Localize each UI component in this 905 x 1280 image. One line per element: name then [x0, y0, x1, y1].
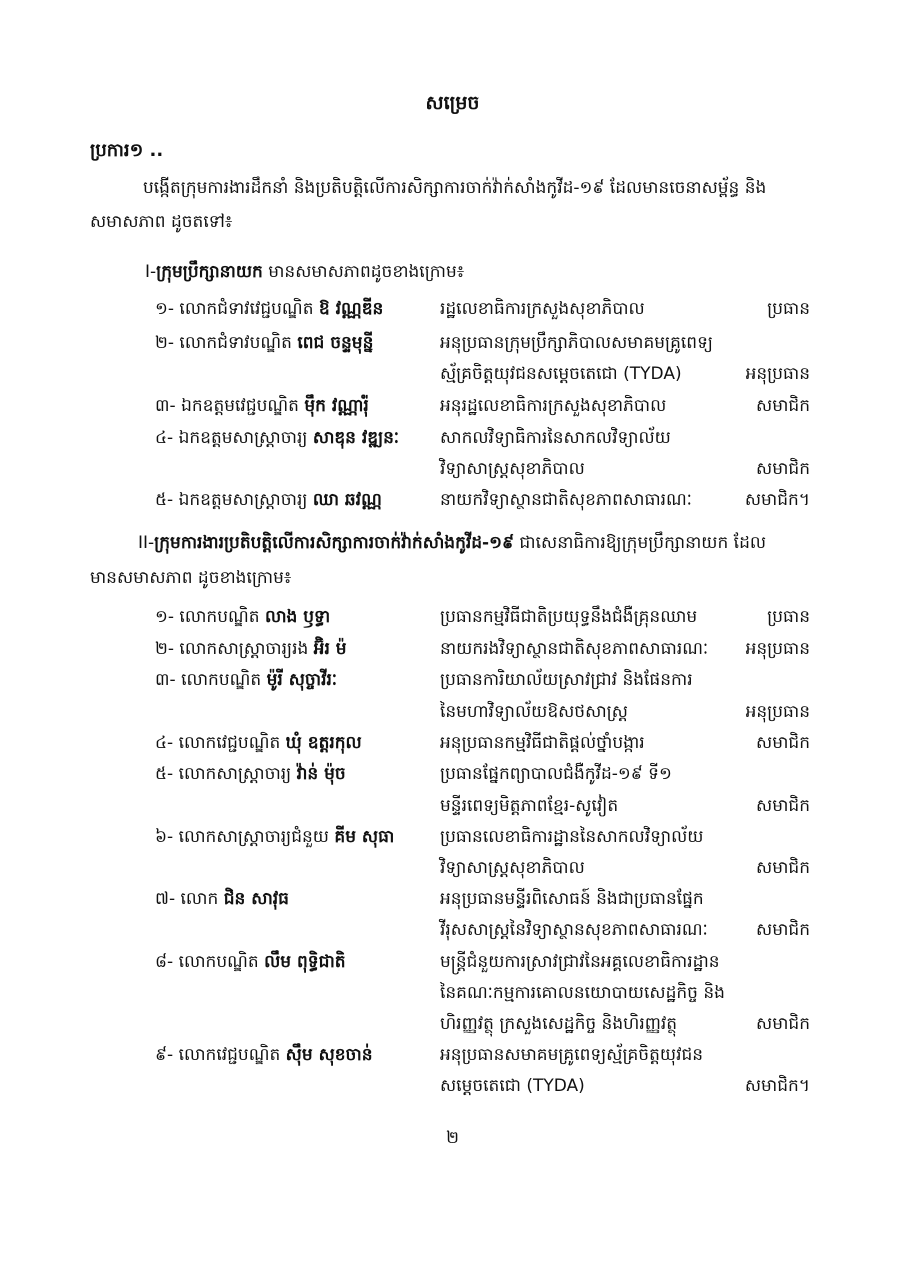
member-name: ម៉ឹក វណ្ណារ៉ុំ [304, 396, 369, 416]
member-position-cont: ស្ម័គ្រចិត្តយុវជនសម្ដេចតេជោ (TYDA) [440, 364, 682, 384]
member-name: ស៊ឹម សុខចាន់ [285, 1045, 373, 1065]
section-2-number: II- [138, 533, 155, 553]
member-position: មន្ត្រីជំនួយការស្រាវជ្រាវនៃអគ្គលេខាធិការដ្ឋាន [440, 952, 720, 972]
member-title: លោក [180, 889, 224, 909]
section-1-number: I- [145, 262, 157, 282]
member-name: លាង ឫទ្ធា [264, 607, 331, 627]
member-title: លោកបណ្ឌិត [179, 607, 265, 627]
member-position: នាយករងវិទ្យាស្ថានជាតិសុខភាពសាធារណៈ [440, 639, 709, 659]
member-position: ប្រធានកម្មវិធីជាតិប្រយុទ្ធនឹងជំងឺគ្រុនឈាម [440, 607, 698, 627]
member-role: សមាជិក [756, 858, 810, 878]
section-2-heading [138, 533, 766, 553]
member-title: ឯកឧត្តមសាស្ត្រាចារ្យ [178, 490, 313, 510]
member-position-cont: សម្ដេចតេជោ (TYDA) [440, 1076, 585, 1096]
member-number: ៤- [155, 428, 174, 448]
section-1-subtitle: មានសមាសភាពដូចខាងក្រោម៖ [262, 262, 465, 282]
member-name: ឃុំ ឧត្តរកុល [285, 733, 362, 753]
member-position: អនុប្រធានកម្មវិធីជាតិផ្ដល់ថ្នាំបង្ការ [440, 733, 645, 753]
member-position: អនុប្រធានសមាគមគ្រូពេទ្យស្ម័គ្រចិត្តយុវជន [440, 1045, 704, 1065]
member-number: ៥- [155, 490, 174, 510]
member-position: អនុប្រធានមន្ទីរពិសោធន៍ និងជាប្រធានផ្នែក [440, 889, 704, 909]
section-2-heading-cont: មានសមាសភាព ដូចខាងក្រោម៖ [90, 568, 292, 588]
member-title: លោកវេជ្ជបណ្ឌិត [178, 733, 286, 753]
member-role: សមាជិក [756, 459, 810, 479]
member-role: សមាជិក។ [744, 490, 810, 510]
member-name: លឹម ពុទ្ធិជាតិ [264, 952, 346, 972]
member-name: គីម សុធា [334, 827, 395, 847]
member-position-cont: ហិរញ្ញវត្ថុ ក្រសួងសេដ្ឋកិច្ច និងហិរញ្ញវត្ថុ [440, 1014, 678, 1034]
member-number: ៤- [155, 733, 174, 753]
member-title: ឯកឧត្តមវេជ្ជបណ្ឌិត [181, 396, 305, 416]
member-title: ឯកឧត្តមសាស្ត្រាចារ្យ [178, 428, 313, 448]
member-role: សមាជិក [756, 733, 810, 753]
member-number: ៣- [155, 396, 176, 416]
member-number: ២- [155, 333, 175, 353]
member-role: អនុប្រធាន [745, 364, 810, 384]
member-position-cont: វិទ្យាសាស្ត្រសុខាភិបាល [440, 459, 585, 479]
member-number: ៩- [155, 1045, 174, 1065]
member-position-cont: នៃមហាវិទ្យាល័យឱសថសាស្ត្រ [440, 702, 628, 722]
member-role: សមាជិក [756, 1014, 810, 1034]
member-position-cont: មន្ទីរពេទ្យមិត្តភាពខ្មែរ-សូវៀត [440, 796, 619, 816]
member-position: ប្រធានលេខាធិការដ្ឋាននៃសាកលវិទ្យាល័យ [440, 827, 704, 847]
section-2-title: ក្រុមការងារប្រតិបត្តិលើការសិក្សាការចាក់វ៉ាក់សាំងកូវីដ-១៩ [154, 533, 515, 553]
section-1-heading [145, 262, 464, 282]
member-number: ១- [155, 299, 175, 319]
member-name: ជិន សាវុធ [223, 889, 289, 909]
member-position: អនុរដ្ឋលេខាធិការក្រសួងសុខាភិបាល [440, 396, 667, 416]
member-position: អនុប្រធានក្រុមប្រឹក្សាភិបាលសមាគមគ្រូពេទ្យ [440, 333, 713, 353]
member-name: វ៉ាន់ ម៉ុច [296, 764, 346, 784]
member-role: ប្រធាន [767, 299, 810, 319]
member-number: ៣- [155, 670, 176, 690]
member-role: សមាជិក [756, 920, 810, 940]
member-title: លោកជំទាវវេជ្ជបណ្ឌិត [179, 299, 319, 319]
member-name: ឱ វណ្ណឌីន [318, 299, 384, 319]
member-position: ប្រធានការិយាល័យស្រាវជ្រាវ និងផែនការ [440, 670, 693, 690]
member-position: សាកលវិទ្យាធិការនៃសាកលវិទ្យាល័យ [440, 428, 671, 448]
member-position-cont: វិទ្យាសាស្ត្រសុខាភិបាល [440, 858, 585, 878]
page-title: សម្រេច [425, 92, 480, 114]
member-role: ប្រធាន [767, 607, 810, 627]
section-1-title: ក្រុមប្រឹក្សានាយក [156, 262, 263, 282]
member-number: ៥- [155, 764, 174, 784]
member-title: លោកវេជ្ជបណ្ឌិត [178, 1045, 286, 1065]
member-role: អនុប្រធាន [745, 639, 810, 659]
member-number: ២- [155, 639, 175, 659]
member-title: លោកសាស្ត្រាចារ្យ [178, 764, 297, 784]
member-position: រដ្ឋលេខាធិការក្រសួងសុខាភិបាល [440, 299, 645, 319]
member-position-cont: វីរុសសាស្ត្រនៃវិទ្យាស្ថានសុខភាពសាធារណៈ [440, 920, 708, 940]
intro-line-1: បង្កើតក្រុមការងារដឹកនាំ និងប្រតិបត្តិលើការសិក្សាការចាក់វ៉ាក់សាំងកូវីដ-១៩ ដែលមានចេនាសម្ព័ន្ធ និង [143, 178, 767, 198]
member-name: ពេជ ចន្ទមុន្នី [297, 333, 374, 353]
member-number: ៦- [155, 827, 174, 847]
member-position: ប្រធានផ្នែកព្យាបាលជំងឺកូវីដ-១៩ ទី១ [440, 764, 672, 784]
member-title: លោកសាស្ត្រាចារ្យរង [179, 639, 314, 659]
member-role: សមាជិក [756, 796, 810, 816]
member-title: លោកបណ្ឌិត [178, 952, 265, 972]
member-name: សាឌុន វឌ្ឍនៈ [312, 428, 400, 448]
member-number: ១- [155, 607, 175, 627]
member-number: ៧- [155, 889, 176, 909]
member-position: នាយកវិទ្យាស្ថានជាតិសុខភាពសាធារណៈ [440, 490, 692, 510]
member-position-cont: នៃគណៈកម្មការគោលនយោបាយសេដ្ឋកិច្ច និង [440, 983, 725, 1003]
member-title: លោកសាស្ត្រាចារ្យជំនួយ [178, 827, 335, 847]
page-number: ២ [446, 1128, 459, 1148]
member-name: អ៊ិរ ម៉ [313, 639, 347, 659]
member-role: អនុប្រធាន [745, 702, 810, 722]
member-title: លោកជំទាវបណ្ឌិត [179, 333, 298, 353]
member-name: ឈា ឆវណ្ណ [312, 490, 382, 510]
section-2-subtitle: ជាសេនាធិការឱ្យក្រុមប្រឹក្សានាយក ដែល [514, 533, 767, 553]
member-name: ម៉ូរី សុច្ចាវីរៈ [266, 670, 338, 690]
article-label: ប្រការ១ .. [90, 140, 164, 161]
member-number: ៨- [155, 952, 174, 972]
intro-line-2: សមាសភាព ដូចតទៅ៖ [90, 212, 233, 232]
member-title: លោកបណ្ឌិត [181, 670, 267, 690]
member-role: សមាជិក។ [744, 1076, 810, 1096]
member-role: សមាជិក [756, 396, 810, 416]
